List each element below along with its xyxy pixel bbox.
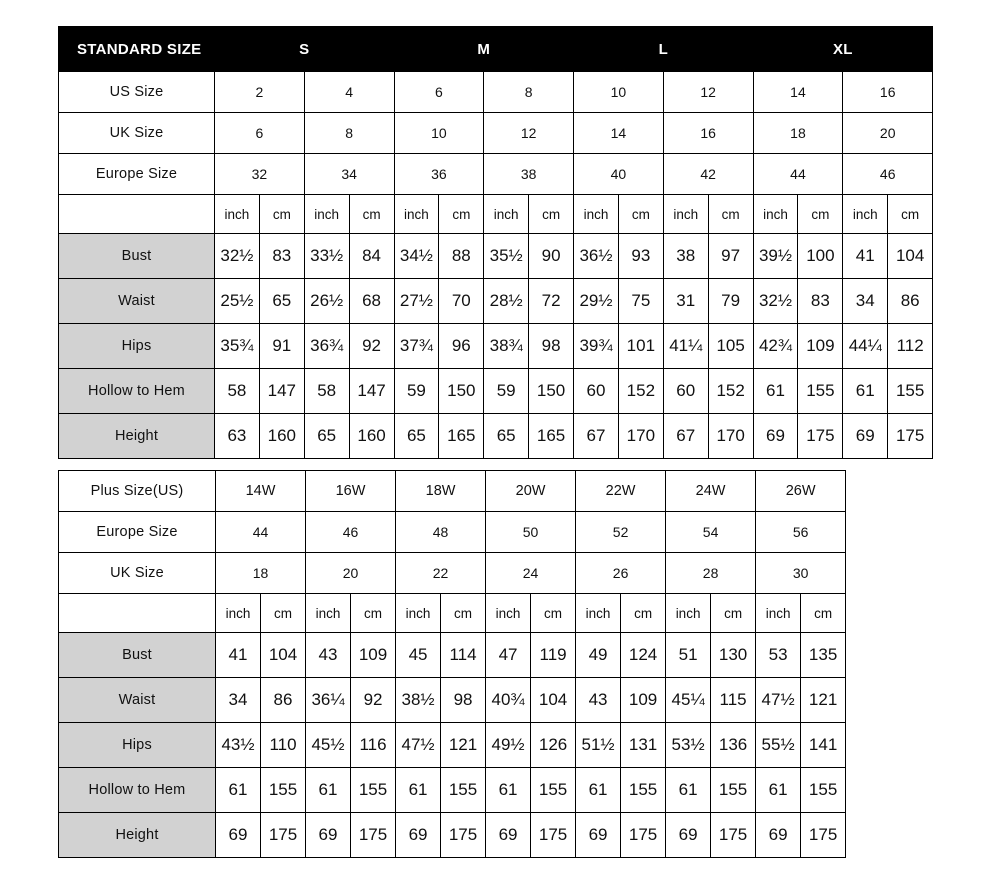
cell-value: 150 bbox=[439, 369, 484, 414]
table-row bbox=[59, 324, 933, 369]
cell-value: 42 bbox=[663, 154, 753, 195]
cell-value: 160 bbox=[349, 414, 394, 459]
unit-cell: cm bbox=[888, 195, 933, 234]
cell-value: 105 bbox=[708, 324, 753, 369]
cell-value: 69 bbox=[306, 813, 351, 858]
cell-value: 93 bbox=[618, 234, 663, 279]
unit-cell: cm bbox=[798, 195, 843, 234]
table-row bbox=[59, 369, 933, 414]
table-row bbox=[59, 813, 846, 858]
cell-value: 35½ bbox=[484, 234, 529, 279]
unit-cell: inch bbox=[574, 195, 619, 234]
table-row bbox=[59, 512, 846, 553]
cell-value: 104 bbox=[531, 678, 576, 723]
cell-value: 130 bbox=[711, 633, 756, 678]
cell-value: 39¾ bbox=[574, 324, 619, 369]
cell-value: 36 bbox=[394, 154, 484, 195]
unit-cell: inch bbox=[484, 195, 529, 234]
cell-value: 16 bbox=[843, 72, 933, 113]
cell-value: 121 bbox=[801, 678, 846, 723]
cell-value: 34 bbox=[304, 154, 394, 195]
cell-value: 51 bbox=[666, 633, 711, 678]
cell-value: 56 bbox=[756, 512, 846, 553]
cell-value: 40 bbox=[574, 154, 664, 195]
cell-value: 131 bbox=[621, 723, 666, 768]
table-row bbox=[59, 723, 846, 768]
unit-cell: cm bbox=[801, 594, 846, 633]
cell-value: 26W bbox=[756, 471, 846, 512]
cell-value: 12 bbox=[484, 113, 574, 154]
cell-value: 34 bbox=[216, 678, 261, 723]
cell-value: 49½ bbox=[486, 723, 531, 768]
cell-value: 22W bbox=[576, 471, 666, 512]
cell-value: 65 bbox=[394, 414, 439, 459]
cell-value: 59 bbox=[394, 369, 439, 414]
cell-value: 109 bbox=[798, 324, 843, 369]
cell-value: 175 bbox=[351, 813, 396, 858]
cell-value: 92 bbox=[351, 678, 396, 723]
cell-value: 43 bbox=[306, 633, 351, 678]
cell-value: 46 bbox=[843, 154, 933, 195]
table-row bbox=[59, 633, 846, 678]
cell-value: 91 bbox=[259, 324, 304, 369]
cell-value: 41¼ bbox=[663, 324, 708, 369]
cell-value: 104 bbox=[888, 234, 933, 279]
cell-value: 47½ bbox=[756, 678, 801, 723]
cell-value: 69 bbox=[486, 813, 531, 858]
cell-value: 31 bbox=[663, 279, 708, 324]
unit-cell: cm bbox=[529, 195, 574, 234]
cell-value: 45½ bbox=[306, 723, 351, 768]
cell-value: 98 bbox=[441, 678, 486, 723]
cell-value: 90 bbox=[529, 234, 574, 279]
cell-value: 84 bbox=[349, 234, 394, 279]
cell-value: 18 bbox=[216, 553, 306, 594]
cell-value: 53 bbox=[756, 633, 801, 678]
cell-value: 152 bbox=[708, 369, 753, 414]
cell-value: 152 bbox=[618, 369, 663, 414]
cell-value: 115 bbox=[711, 678, 756, 723]
cell-value: 170 bbox=[618, 414, 663, 459]
table-row bbox=[59, 279, 933, 324]
cell-value: 60 bbox=[663, 369, 708, 414]
cell-value: 34 bbox=[843, 279, 888, 324]
cell-value: 136 bbox=[711, 723, 756, 768]
unit-row bbox=[59, 594, 846, 633]
cell-value: 109 bbox=[351, 633, 396, 678]
table-row bbox=[59, 414, 933, 459]
unit-cell: inch bbox=[663, 195, 708, 234]
row-label-hollow-to-hem: Hollow to Hem bbox=[59, 768, 216, 813]
row-label-plus-size-us: Plus Size(US) bbox=[59, 471, 216, 512]
table-row bbox=[59, 678, 846, 723]
cell-value: 24W bbox=[666, 471, 756, 512]
unit-row-label bbox=[59, 594, 216, 633]
cell-value: 110 bbox=[261, 723, 306, 768]
cell-value: 51½ bbox=[576, 723, 621, 768]
cell-value: 2 bbox=[215, 72, 305, 113]
cell-value: 96 bbox=[439, 324, 484, 369]
cell-value: 45¼ bbox=[666, 678, 711, 723]
cell-value: 101 bbox=[618, 324, 663, 369]
table-row bbox=[59, 154, 933, 195]
cell-value: 160 bbox=[259, 414, 304, 459]
row-label-bust: Bust bbox=[59, 234, 215, 279]
cell-value: 175 bbox=[621, 813, 666, 858]
cell-value: 35¾ bbox=[215, 324, 260, 369]
cell-value: 65 bbox=[259, 279, 304, 324]
row-label-europe-size: Europe Size bbox=[59, 154, 215, 195]
cell-value: 92 bbox=[349, 324, 394, 369]
cell-value: 155 bbox=[351, 768, 396, 813]
table-row bbox=[59, 113, 933, 154]
unit-row-label bbox=[59, 195, 215, 234]
cell-value: 14 bbox=[574, 113, 664, 154]
cell-value: 100 bbox=[798, 234, 843, 279]
cell-value: 175 bbox=[798, 414, 843, 459]
cell-value: 61 bbox=[756, 768, 801, 813]
unit-cell: cm bbox=[621, 594, 666, 633]
cell-value: 6 bbox=[215, 113, 305, 154]
cell-value: 52 bbox=[576, 512, 666, 553]
cell-value: 22 bbox=[396, 553, 486, 594]
cell-value: 12 bbox=[663, 72, 753, 113]
cell-value: 98 bbox=[529, 324, 574, 369]
cell-value: 58 bbox=[304, 369, 349, 414]
unit-cell: inch bbox=[216, 594, 261, 633]
cell-value: 38½ bbox=[396, 678, 441, 723]
cell-value: 26 bbox=[576, 553, 666, 594]
cell-value: 72 bbox=[529, 279, 574, 324]
cell-value: 147 bbox=[349, 369, 394, 414]
cell-value: 97 bbox=[708, 234, 753, 279]
cell-value: 33½ bbox=[304, 234, 349, 279]
cell-value: 47 bbox=[486, 633, 531, 678]
cell-value: 38 bbox=[484, 154, 574, 195]
row-label-hips: Hips bbox=[59, 723, 216, 768]
cell-value: 175 bbox=[711, 813, 756, 858]
unit-cell: inch bbox=[756, 594, 801, 633]
unit-cell: cm bbox=[531, 594, 576, 633]
cell-value: 36¾ bbox=[304, 324, 349, 369]
cell-value: 36½ bbox=[574, 234, 619, 279]
unit-cell: inch bbox=[486, 594, 531, 633]
cell-value: 155 bbox=[261, 768, 306, 813]
row-label-height: Height bbox=[59, 414, 215, 459]
cell-value: 46 bbox=[306, 512, 396, 553]
standard-header-group-s: S bbox=[215, 27, 395, 72]
cell-value: 6 bbox=[394, 72, 484, 113]
cell-value: 61 bbox=[306, 768, 351, 813]
cell-value: 37¾ bbox=[394, 324, 439, 369]
unit-cell: cm bbox=[349, 195, 394, 234]
cell-value: 155 bbox=[798, 369, 843, 414]
cell-value: 38 bbox=[663, 234, 708, 279]
cell-value: 26½ bbox=[304, 279, 349, 324]
cell-value: 75 bbox=[618, 279, 663, 324]
cell-value: 18W bbox=[396, 471, 486, 512]
cell-value: 70 bbox=[439, 279, 484, 324]
row-label-waist: Waist bbox=[59, 678, 216, 723]
cell-value: 175 bbox=[441, 813, 486, 858]
cell-value: 155 bbox=[531, 768, 576, 813]
cell-value: 18 bbox=[753, 113, 843, 154]
cell-value: 20 bbox=[843, 113, 933, 154]
unit-row bbox=[59, 195, 933, 234]
cell-value: 170 bbox=[708, 414, 753, 459]
table-row bbox=[59, 471, 846, 512]
cell-value: 109 bbox=[621, 678, 666, 723]
cell-value: 61 bbox=[843, 369, 888, 414]
row-label-hollow-to-hem: Hollow to Hem bbox=[59, 369, 215, 414]
table-row bbox=[59, 553, 846, 594]
unit-cell: inch bbox=[843, 195, 888, 234]
cell-value: 69 bbox=[756, 813, 801, 858]
cell-value: 124 bbox=[621, 633, 666, 678]
cell-value: 63 bbox=[215, 414, 260, 459]
cell-value: 30 bbox=[756, 553, 846, 594]
row-label-us-size: US Size bbox=[59, 72, 215, 113]
unit-cell: cm bbox=[708, 195, 753, 234]
unit-cell: cm bbox=[351, 594, 396, 633]
cell-value: 43½ bbox=[216, 723, 261, 768]
cell-value: 126 bbox=[531, 723, 576, 768]
unit-cell: cm bbox=[711, 594, 756, 633]
cell-value: 114 bbox=[441, 633, 486, 678]
cell-value: 121 bbox=[441, 723, 486, 768]
row-label-height: Height bbox=[59, 813, 216, 858]
cell-value: 27½ bbox=[394, 279, 439, 324]
cell-value: 49 bbox=[576, 633, 621, 678]
cell-value: 36¼ bbox=[306, 678, 351, 723]
cell-value: 69 bbox=[843, 414, 888, 459]
cell-value: 104 bbox=[261, 633, 306, 678]
cell-value: 155 bbox=[801, 768, 846, 813]
cell-value: 44 bbox=[753, 154, 843, 195]
cell-value: 58 bbox=[215, 369, 260, 414]
standard-header-row bbox=[59, 27, 933, 72]
cell-value: 86 bbox=[261, 678, 306, 723]
cell-value: 38¾ bbox=[484, 324, 529, 369]
cell-value: 48 bbox=[396, 512, 486, 553]
cell-value: 32 bbox=[215, 154, 305, 195]
cell-value: 16W bbox=[306, 471, 396, 512]
cell-value: 67 bbox=[663, 414, 708, 459]
cell-value: 155 bbox=[441, 768, 486, 813]
cell-value: 44 bbox=[216, 512, 306, 553]
cell-value: 61 bbox=[576, 768, 621, 813]
unit-cell: inch bbox=[666, 594, 711, 633]
cell-value: 28 bbox=[666, 553, 756, 594]
cell-value: 59 bbox=[484, 369, 529, 414]
cell-value: 55½ bbox=[756, 723, 801, 768]
cell-value: 88 bbox=[439, 234, 484, 279]
row-label-bust: Bust bbox=[59, 633, 216, 678]
cell-value: 65 bbox=[484, 414, 529, 459]
cell-value: 155 bbox=[888, 369, 933, 414]
cell-value: 44¼ bbox=[843, 324, 888, 369]
standard-header-group-m: M bbox=[394, 27, 574, 72]
row-label-uk-size: UK Size bbox=[59, 553, 216, 594]
cell-value: 67 bbox=[574, 414, 619, 459]
cell-value: 53½ bbox=[666, 723, 711, 768]
cell-value: 42¾ bbox=[753, 324, 798, 369]
cell-value: 45 bbox=[396, 633, 441, 678]
row-label-hips: Hips bbox=[59, 324, 215, 369]
cell-value: 61 bbox=[753, 369, 798, 414]
row-label-uk-size: UK Size bbox=[59, 113, 215, 154]
standard-size-table bbox=[58, 26, 933, 459]
unit-cell: cm bbox=[259, 195, 304, 234]
unit-cell: cm bbox=[439, 195, 484, 234]
cell-value: 20W bbox=[486, 471, 576, 512]
cell-value: 39½ bbox=[753, 234, 798, 279]
cell-value: 40¾ bbox=[486, 678, 531, 723]
cell-value: 32½ bbox=[215, 234, 260, 279]
cell-value: 61 bbox=[666, 768, 711, 813]
cell-value: 69 bbox=[753, 414, 798, 459]
table-row bbox=[59, 72, 933, 113]
cell-value: 165 bbox=[529, 414, 574, 459]
cell-value: 69 bbox=[666, 813, 711, 858]
cell-value: 28½ bbox=[484, 279, 529, 324]
cell-value: 147 bbox=[259, 369, 304, 414]
cell-value: 155 bbox=[621, 768, 666, 813]
unit-cell: cm bbox=[261, 594, 306, 633]
cell-value: 175 bbox=[531, 813, 576, 858]
cell-value: 175 bbox=[888, 414, 933, 459]
cell-value: 119 bbox=[531, 633, 576, 678]
cell-value: 65 bbox=[304, 414, 349, 459]
cell-value: 112 bbox=[888, 324, 933, 369]
cell-value: 8 bbox=[304, 113, 394, 154]
cell-value: 32½ bbox=[753, 279, 798, 324]
cell-value: 41 bbox=[216, 633, 261, 678]
unit-cell: inch bbox=[396, 594, 441, 633]
cell-value: 155 bbox=[711, 768, 756, 813]
unit-cell: inch bbox=[215, 195, 260, 234]
cell-value: 86 bbox=[888, 279, 933, 324]
unit-cell: cm bbox=[618, 195, 663, 234]
cell-value: 83 bbox=[798, 279, 843, 324]
unit-cell: inch bbox=[576, 594, 621, 633]
cell-value: 20 bbox=[306, 553, 396, 594]
unit-cell: inch bbox=[304, 195, 349, 234]
cell-value: 61 bbox=[216, 768, 261, 813]
cell-value: 175 bbox=[261, 813, 306, 858]
cell-value: 50 bbox=[486, 512, 576, 553]
cell-value: 83 bbox=[259, 234, 304, 279]
cell-value: 34½ bbox=[394, 234, 439, 279]
cell-value: 41 bbox=[843, 234, 888, 279]
standard-header-group-xl: XL bbox=[753, 27, 933, 72]
cell-value: 79 bbox=[708, 279, 753, 324]
cell-value: 29½ bbox=[574, 279, 619, 324]
cell-value: 141 bbox=[801, 723, 846, 768]
cell-value: 4 bbox=[304, 72, 394, 113]
cell-value: 69 bbox=[396, 813, 441, 858]
cell-value: 68 bbox=[349, 279, 394, 324]
table-row bbox=[59, 234, 933, 279]
cell-value: 69 bbox=[576, 813, 621, 858]
cell-value: 8 bbox=[484, 72, 574, 113]
cell-value: 69 bbox=[216, 813, 261, 858]
cell-value: 10 bbox=[394, 113, 484, 154]
standard-header-label: STANDARD SIZE bbox=[59, 27, 215, 72]
cell-value: 60 bbox=[574, 369, 619, 414]
row-label-waist: Waist bbox=[59, 279, 215, 324]
cell-value: 61 bbox=[486, 768, 531, 813]
unit-cell: cm bbox=[441, 594, 486, 633]
standard-header-group-l: L bbox=[574, 27, 754, 72]
unit-cell: inch bbox=[753, 195, 798, 234]
cell-value: 14W bbox=[216, 471, 306, 512]
cell-value: 14 bbox=[753, 72, 843, 113]
cell-value: 150 bbox=[529, 369, 574, 414]
row-label-europe-size: Europe Size bbox=[59, 512, 216, 553]
cell-value: 175 bbox=[801, 813, 846, 858]
plus-size-table bbox=[58, 470, 846, 858]
cell-value: 61 bbox=[396, 768, 441, 813]
cell-value: 24 bbox=[486, 553, 576, 594]
cell-value: 47½ bbox=[396, 723, 441, 768]
cell-value: 25½ bbox=[215, 279, 260, 324]
cell-value: 10 bbox=[574, 72, 664, 113]
unit-cell: inch bbox=[394, 195, 439, 234]
cell-value: 43 bbox=[576, 678, 621, 723]
cell-value: 16 bbox=[663, 113, 753, 154]
unit-cell: inch bbox=[306, 594, 351, 633]
cell-value: 54 bbox=[666, 512, 756, 553]
cell-value: 135 bbox=[801, 633, 846, 678]
table-row bbox=[59, 768, 846, 813]
cell-value: 165 bbox=[439, 414, 484, 459]
cell-value: 116 bbox=[351, 723, 396, 768]
